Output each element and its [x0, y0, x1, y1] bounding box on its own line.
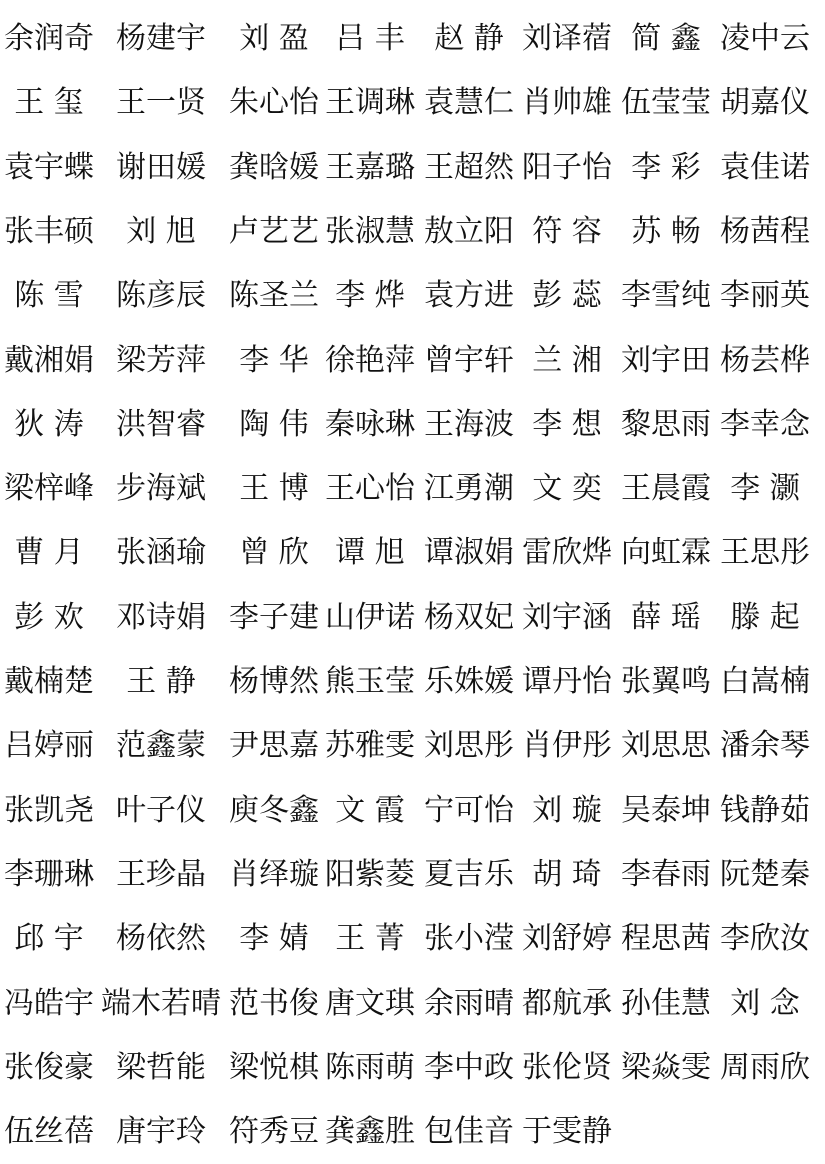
name-cell: 简 鑫 [631, 21, 701, 56]
name-cell: 张淑慧 [325, 213, 415, 249]
name-cell: 李珊琳 [4, 856, 94, 892]
name-cell: 王 玺 [14, 85, 84, 121]
name-cell: 梁芳萍 [116, 342, 206, 378]
name-cell: 余雨晴 [424, 985, 514, 1021]
name-cell: 胡 琦 [532, 856, 602, 892]
name-cell: 冯皓宇 [4, 985, 94, 1021]
name-cell: 李 烨 [335, 278, 405, 314]
name-cell: 陈 雪 [14, 278, 84, 314]
name-cell: 胡嘉仪 [720, 85, 810, 121]
name-cell: 谭淑娟 [424, 535, 514, 571]
name-cell: 袁宇蝶 [4, 149, 94, 185]
name-cell: 张俊豪 [4, 1049, 94, 1085]
name-cell: 袁佳诺 [720, 149, 810, 185]
name-cell: 熊玉莹 [325, 664, 415, 699]
name-cell: 谭丹怡 [522, 664, 612, 699]
name-cell: 阳紫菱 [325, 856, 415, 892]
name-row [0, 200, 825, 264]
name-cell: 陈雨萌 [325, 1049, 415, 1085]
name-cell: 王 静 [126, 664, 196, 699]
name-cell: 乐姝媛 [424, 664, 514, 699]
name-cell: 王心怡 [325, 471, 415, 507]
name-cell: 于雯静 [522, 1114, 612, 1150]
name-cell: 徐艳萍 [325, 342, 415, 378]
name-cell: 宁可怡 [424, 792, 514, 828]
name-cell: 李中政 [424, 1049, 514, 1085]
name-cell: 李欣汝 [720, 921, 810, 957]
name-row [0, 393, 825, 457]
name-cell: 肖绎璇 [229, 856, 319, 892]
name-cell: 彭 蕊 [532, 278, 602, 314]
name-cell: 张涵瑜 [116, 535, 206, 571]
name-cell: 吕婷丽 [4, 728, 94, 764]
name-cell: 秦咏琳 [325, 406, 415, 442]
name-cell: 张翼鸣 [621, 664, 711, 699]
name-cell: 伍丝蓓 [4, 1114, 94, 1150]
name-cell: 刘 璇 [532, 792, 602, 828]
name-cell: 谢田媛 [116, 149, 206, 185]
name-cell: 王珍晶 [116, 856, 206, 892]
name-cell: 庾冬鑫 [229, 792, 319, 828]
name-cell: 包佳音 [424, 1114, 514, 1150]
name-cell: 卢艺艺 [229, 213, 319, 249]
name-cell: 刘 旭 [126, 213, 196, 249]
name-cell: 刘 盈 [239, 21, 309, 56]
name-cell: 刘思彤 [424, 728, 514, 764]
name-cell: 向虹霖 [621, 535, 711, 571]
name-row [0, 972, 825, 1036]
name-cell: 李 灏 [730, 471, 800, 507]
name-cell: 刘 念 [730, 985, 800, 1021]
name-cell: 吴泰坤 [621, 792, 711, 828]
name-cell: 李 想 [532, 406, 602, 442]
name-cell: 杨茜程 [720, 213, 810, 249]
name-cell: 刘宇涵 [522, 599, 612, 635]
name-cell: 谭 旭 [335, 535, 405, 571]
name-row [0, 264, 825, 328]
name-cell: 滕 起 [730, 599, 800, 635]
name-cell: 王调琳 [325, 85, 415, 121]
name-cell: 端木若晴 [101, 985, 221, 1021]
name-cell: 张小滢 [424, 921, 514, 957]
name-cell: 伍莹莹 [621, 85, 711, 121]
name-row [0, 7, 825, 71]
name-cell: 梁焱雯 [621, 1049, 711, 1085]
name-cell: 龚鑫胜 [325, 1114, 415, 1150]
name-cell: 唐宇玲 [116, 1114, 206, 1150]
name-cell: 刘译蓿 [522, 21, 612, 56]
name-cell: 龚晗媛 [229, 149, 319, 185]
name-cell: 陈圣兰 [229, 278, 319, 314]
name-cell: 李幸念 [720, 406, 810, 442]
name-cell: 敖立阳 [424, 213, 514, 249]
name-cell: 梁哲能 [116, 1049, 206, 1085]
name-cell: 赵 静 [434, 21, 504, 56]
name-cell: 王一贤 [116, 85, 206, 121]
name-row [0, 714, 825, 778]
name-cell: 陶 伟 [239, 406, 309, 442]
name-cell: 李雪纯 [621, 278, 711, 314]
name-cell: 杨依然 [116, 921, 206, 957]
name-cell: 李子建 [229, 599, 319, 635]
name-cell: 唐文琪 [325, 985, 415, 1021]
name-cell: 袁慧仁 [424, 85, 514, 121]
name-cell: 周雨欣 [720, 1049, 810, 1085]
name-cell: 潘余琴 [720, 728, 810, 764]
name-cell: 陈彦辰 [116, 278, 206, 314]
name-cell: 杨建宇 [116, 21, 206, 56]
name-cell: 王 博 [239, 471, 309, 507]
name-cell: 苏 畅 [631, 213, 701, 249]
name-cell: 王超然 [424, 149, 514, 185]
name-cell: 邓诗娟 [116, 599, 206, 635]
name-cell: 文 奕 [532, 471, 602, 507]
name-cell: 李 彩 [631, 149, 701, 185]
name-cell: 步海斌 [116, 471, 206, 507]
name-cell: 曹 月 [14, 535, 84, 571]
name-cell: 刘宇田 [621, 342, 711, 378]
name-row [0, 457, 825, 521]
name-cell: 雷欣烨 [522, 535, 612, 571]
name-cell: 尹思嘉 [229, 728, 319, 764]
name-cell: 戴湘娟 [4, 342, 94, 378]
name-cell: 凌中云 [720, 21, 810, 56]
name-cell: 王嘉璐 [325, 149, 415, 185]
name-cell: 李春雨 [621, 856, 711, 892]
name-cell: 余润奇 [4, 21, 94, 56]
name-cell: 王思彤 [720, 535, 810, 571]
name-cell: 李 华 [239, 342, 309, 378]
name-cell: 叶子仪 [116, 792, 206, 828]
name-row [0, 136, 825, 200]
name-row [0, 1036, 825, 1100]
name-cell: 白嵩楠 [720, 664, 810, 699]
name-cell: 狄 涛 [14, 406, 84, 442]
name-row [0, 907, 825, 971]
name-cell: 王海波 [424, 406, 514, 442]
name-cell: 刘舒婷 [522, 921, 612, 957]
name-cell: 范鑫蒙 [116, 728, 206, 764]
name-cell: 张凯尧 [4, 792, 94, 828]
name-cell: 山伊诺 [325, 599, 415, 635]
name-cell: 杨博然 [229, 664, 319, 699]
name-cell: 戴楠楚 [4, 664, 94, 699]
name-cell: 杨双妃 [424, 599, 514, 635]
name-cell: 梁梓峰 [4, 471, 94, 507]
name-cell: 梁悦棋 [229, 1049, 319, 1085]
name-cell: 刘思思 [621, 728, 711, 764]
name-cell: 袁方进 [424, 278, 514, 314]
name-cell: 夏吉乐 [424, 856, 514, 892]
name-cell: 文 霞 [335, 792, 405, 828]
name-cell: 孙佳慧 [621, 985, 711, 1021]
name-cell: 洪智睿 [116, 406, 206, 442]
name-cell: 曾宇轩 [424, 342, 514, 378]
name-row [0, 779, 825, 843]
name-cell: 邱 宇 [14, 921, 84, 957]
name-cell: 薛 瑶 [631, 599, 701, 635]
name-cell: 李丽英 [720, 278, 810, 314]
name-cell: 黎思雨 [621, 406, 711, 442]
name-cell: 吕 丰 [335, 21, 405, 56]
name-cell: 王晨霞 [621, 471, 711, 507]
name-cell: 肖帅雄 [522, 85, 612, 121]
name-cell: 苏雅雯 [325, 728, 415, 764]
name-cell: 都航承 [522, 985, 612, 1021]
name-cell: 符 容 [532, 213, 602, 249]
name-cell: 杨芸桦 [720, 342, 810, 378]
name-row [0, 650, 825, 714]
name-row [0, 71, 825, 135]
name-cell: 阮楚秦 [720, 856, 810, 892]
name-cell: 彭 欢 [14, 599, 84, 635]
name-row [0, 1100, 825, 1164]
name-cell: 范书俊 [229, 985, 319, 1021]
name-cell: 阳子怡 [522, 149, 612, 185]
name-cell: 兰 湘 [532, 342, 602, 378]
name-row [0, 521, 825, 585]
name-row [0, 329, 825, 393]
name-cell: 张伦贤 [522, 1049, 612, 1085]
name-cell: 肖伊彤 [522, 728, 612, 764]
name-cell: 王 菁 [335, 921, 405, 957]
name-cell: 曾 欣 [239, 535, 309, 571]
name-cell: 钱静茹 [720, 792, 810, 828]
name-cell: 张丰硕 [4, 213, 94, 249]
name-cell: 符秀豆 [229, 1114, 319, 1150]
name-cell: 李 婧 [239, 921, 309, 957]
name-cell: 朱心怡 [229, 85, 319, 121]
name-cell: 江勇潮 [424, 471, 514, 507]
name-row [0, 843, 825, 907]
name-cell: 程思茜 [621, 921, 711, 957]
name-row [0, 586, 825, 650]
